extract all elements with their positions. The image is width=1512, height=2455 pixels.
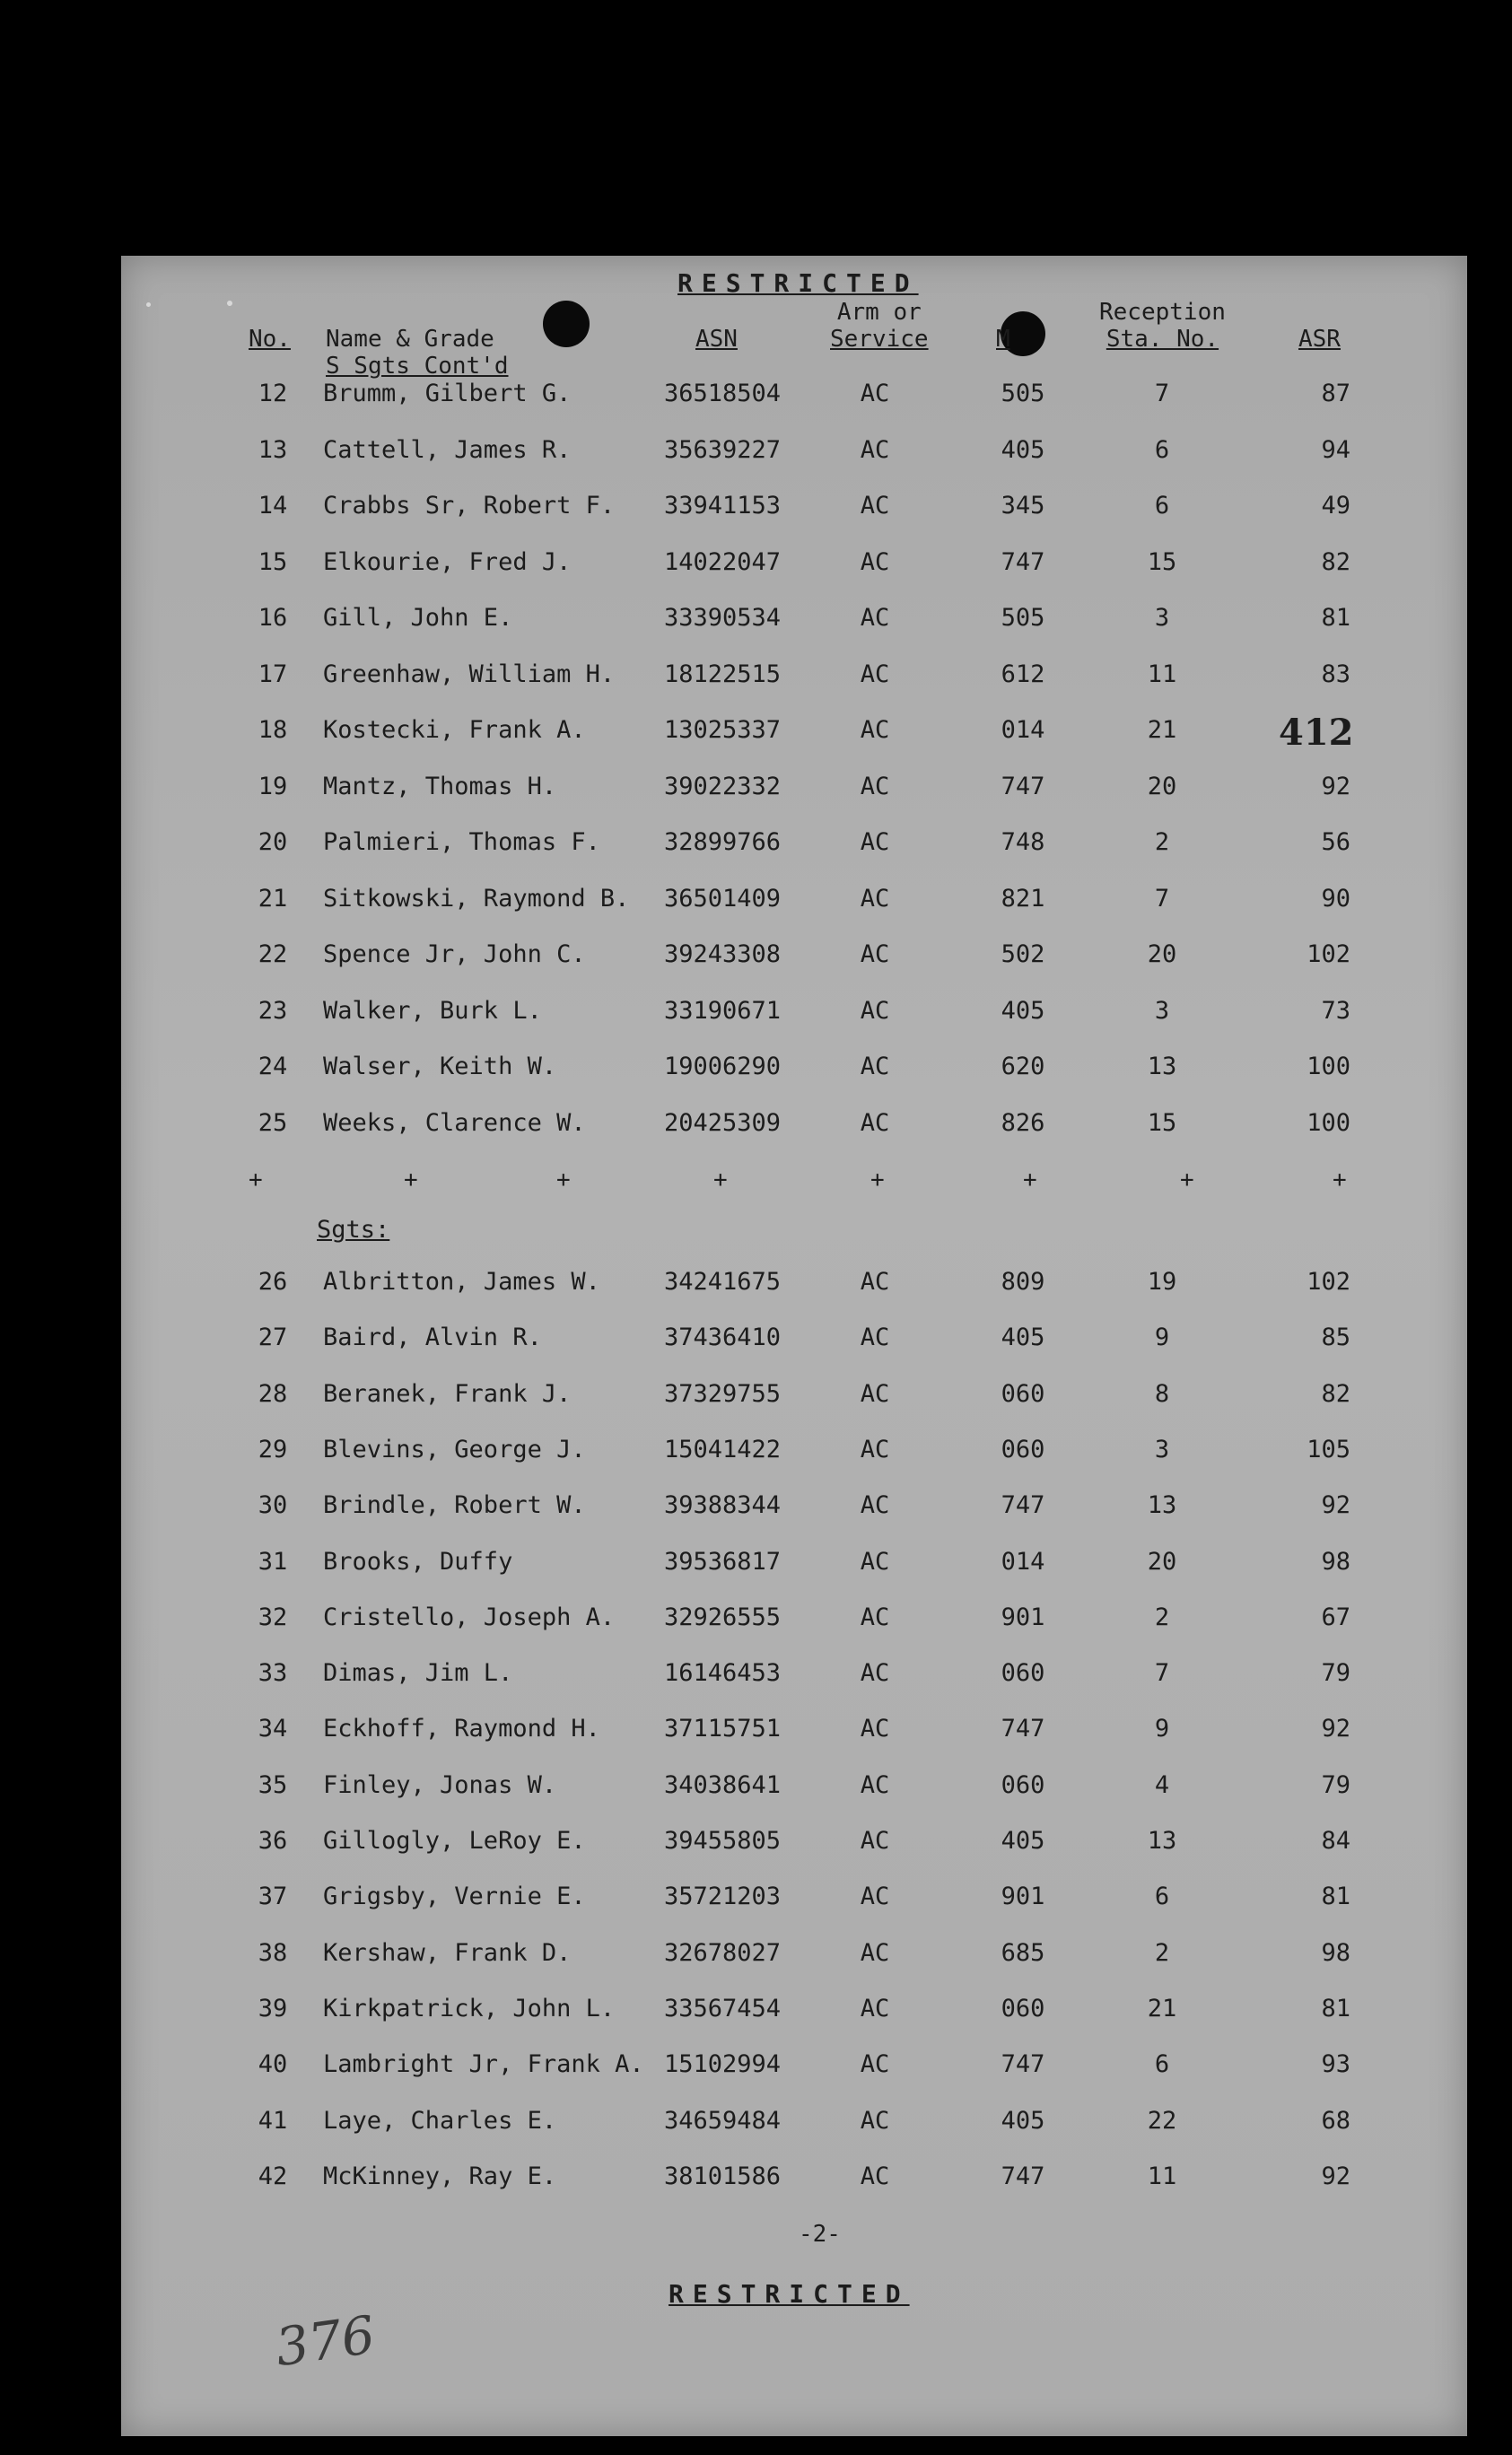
- table-row: [121, 1548, 1467, 1584]
- row-asr: 83: [1321, 660, 1350, 688]
- row-asr: 81: [1321, 1994, 1350, 2023]
- row-arm: AC: [860, 1324, 890, 1352]
- row-arm: AC: [860, 940, 890, 968]
- row-asr: 79: [1321, 1770, 1350, 1799]
- row-asr: 82: [1321, 1379, 1350, 1408]
- row-mos: 901: [1001, 1883, 1045, 1911]
- col-asn-header: ASN: [695, 326, 738, 353]
- row-arm: AC: [860, 1491, 890, 1520]
- row-asn: 32899766: [663, 828, 782, 856]
- row-number: 22: [258, 940, 288, 968]
- row-asn: 18122515: [663, 660, 782, 688]
- col-name-header: [326, 326, 509, 380]
- row-mos: 826: [1001, 1108, 1045, 1137]
- row-name: Lambright Jr, Frank A.: [323, 2050, 644, 2079]
- row-asn: 39388344: [663, 1491, 782, 1520]
- row-arm: AC: [860, 1053, 890, 1080]
- row-mos: 060: [1001, 1379, 1045, 1408]
- row-name: Laye, Charles E.: [323, 2106, 557, 2135]
- row-asn: 34659484: [663, 2106, 782, 2135]
- row-mos: 505: [1001, 604, 1045, 632]
- row-number: 41: [258, 2106, 288, 2135]
- table-row: [121, 1659, 1467, 1695]
- table-row: [121, 773, 1467, 808]
- row-name: Cristello, Joseph A.: [323, 1603, 616, 1631]
- row-number: 42: [258, 2162, 288, 2190]
- restricted-footer: RESTRICTED: [669, 2279, 910, 2309]
- row-mos: 345: [1001, 492, 1045, 520]
- row-name: Blevins, George J.: [323, 1435, 586, 1463]
- row-arm: AC: [860, 604, 890, 632]
- col-arm-label-1: Arm or: [836, 299, 922, 326]
- row-name: Palmieri, Thomas F.: [323, 828, 600, 856]
- row-station: 20: [1147, 1547, 1177, 1576]
- row-mos: 821: [1001, 884, 1045, 913]
- row-mos: 747: [1001, 772, 1045, 800]
- table-row: [121, 828, 1467, 864]
- row-asn: 14022047: [663, 547, 782, 576]
- row-mos: 747: [1001, 2050, 1045, 2079]
- row-station: 2: [1154, 828, 1170, 856]
- row-station: 21: [1147, 716, 1177, 744]
- row-station: 19: [1147, 1268, 1177, 1296]
- row-arm: AC: [860, 1108, 890, 1137]
- row-asr: 56: [1321, 828, 1350, 856]
- row-name: Greenhaw, William H.: [323, 660, 616, 688]
- row-arm: AC: [860, 380, 890, 407]
- row-number: 35: [258, 1770, 288, 1799]
- row-asr: 82: [1321, 547, 1350, 576]
- row-station: 3: [1154, 1435, 1170, 1463]
- col-asr-header: ASR: [1298, 326, 1341, 353]
- row-name: Albritton, James W.: [323, 1268, 600, 1296]
- row-arm: AC: [860, 1994, 890, 2023]
- row-number: 12: [258, 380, 288, 407]
- row-asr: 105: [1307, 1435, 1350, 1463]
- row-name: Gillogly, LeRoy E.: [323, 1827, 586, 1855]
- row-number: 39: [258, 1994, 288, 2023]
- row-asn: 38101586: [663, 2162, 782, 2190]
- row-asn: 39022332: [663, 772, 782, 800]
- row-station: 13: [1147, 1827, 1177, 1855]
- row-arm: AC: [860, 435, 890, 464]
- row-arm: AC: [860, 2106, 890, 2135]
- row-asn: 33941153: [663, 492, 782, 520]
- row-mos: 405: [1001, 1324, 1045, 1352]
- table-row: [121, 716, 1467, 752]
- row-asn: 36518504: [663, 380, 782, 407]
- row-station: 7: [1154, 1659, 1170, 1688]
- row-asn: 36501409: [663, 884, 782, 913]
- row-name: Mantz, Thomas H.: [323, 772, 557, 800]
- row-station: 3: [1154, 996, 1170, 1025]
- row-asr: 90: [1321, 884, 1350, 913]
- row-name: Dimas, Jim L.: [323, 1659, 513, 1688]
- table-row: [121, 604, 1467, 640]
- row-mos: 060: [1001, 1770, 1045, 1799]
- row-mos: 685: [1001, 1938, 1045, 1967]
- col-reception-label-2: Sta. No.: [1106, 326, 1219, 353]
- row-arm: AC: [860, 1379, 890, 1408]
- row-number: 17: [258, 660, 288, 688]
- row-station: 15: [1147, 1108, 1177, 1137]
- table-row: [121, 1268, 1467, 1304]
- row-number: 32: [258, 1603, 288, 1631]
- row-name: Weeks, Clarence W.: [323, 1108, 586, 1137]
- col-reception-label-1: Reception: [1099, 299, 1226, 326]
- row-number: 37: [258, 1883, 288, 1911]
- col-mos-header: M: [996, 326, 1010, 353]
- table-row: [121, 1380, 1467, 1416]
- row-asr: 67: [1321, 1603, 1350, 1631]
- row-station: 6: [1154, 435, 1170, 464]
- row-number: 26: [258, 1268, 288, 1296]
- row-asn: 16146453: [663, 1659, 782, 1688]
- row-number: 15: [258, 547, 288, 576]
- row-arm: AC: [860, 996, 890, 1025]
- row-mos: 405: [1001, 996, 1045, 1025]
- row-arm: AC: [860, 716, 890, 744]
- row-number: 33: [258, 1659, 288, 1688]
- restricted-header: RESTRICTED: [677, 268, 919, 298]
- row-asr: 81: [1321, 604, 1350, 632]
- row-number: 38: [258, 1938, 288, 1967]
- table-row: [121, 940, 1467, 976]
- row-number: 21: [258, 884, 288, 913]
- row-number: 28: [258, 1379, 288, 1408]
- row-arm: AC: [860, 1547, 890, 1576]
- row-station: 13: [1147, 1491, 1177, 1520]
- table-row: [121, 2162, 1467, 2198]
- row-asn: 15041422: [663, 1435, 782, 1463]
- row-asn: 37115751: [663, 1715, 782, 1743]
- row-asr: 68: [1321, 2106, 1350, 2135]
- row-station: 9: [1154, 1324, 1170, 1352]
- row-name: Elkourie, Fred J.: [323, 547, 572, 576]
- row-asn: 20425309: [663, 1108, 782, 1137]
- row-mos: 014: [1001, 1547, 1045, 1576]
- row-asn: 39243308: [663, 940, 782, 968]
- row-station: 4: [1154, 1770, 1170, 1799]
- row-station: 7: [1154, 884, 1170, 913]
- row-asn: 34241675: [663, 1268, 782, 1296]
- table-row: [121, 548, 1467, 584]
- row-asn: 19006290: [663, 1053, 782, 1080]
- row-asr: 98: [1321, 1547, 1350, 1576]
- row-station: 6: [1154, 2050, 1170, 2079]
- table-row: [121, 885, 1467, 921]
- row-asr: 100: [1307, 1053, 1350, 1080]
- row-asr: 93: [1321, 2050, 1350, 2079]
- row-asn: 39455805: [663, 1827, 782, 1855]
- table-row: [121, 492, 1467, 528]
- row-arm: AC: [860, 1827, 890, 1855]
- row-asn: 37329755: [663, 1379, 782, 1408]
- table-row: [121, 1603, 1467, 1639]
- row-mos: 505: [1001, 380, 1045, 407]
- table-row: [121, 1053, 1467, 1088]
- separator-mark: +: [1333, 1166, 1347, 1193]
- subgroup-label: S Sgts Cont'd: [326, 353, 509, 380]
- col-name-label: Name & Grade: [326, 326, 494, 353]
- row-name: Spence Jr, John C.: [323, 940, 586, 968]
- table-row: [121, 2050, 1467, 2086]
- col-no-header: No.: [249, 326, 291, 353]
- row-arm: AC: [860, 1435, 890, 1463]
- row-number: 19: [258, 772, 288, 800]
- row-name: Brumm, Gilbert G.: [323, 380, 572, 407]
- row-mos: 620: [1001, 1053, 1045, 1080]
- row-mos: 901: [1001, 1603, 1045, 1631]
- row-number: 30: [258, 1491, 288, 1520]
- row-station: 2: [1154, 1938, 1170, 1967]
- row-asn: 39536817: [663, 1547, 782, 1576]
- row-station: 7: [1154, 380, 1170, 407]
- row-mos: 060: [1001, 1435, 1045, 1463]
- row-number: 34: [258, 1715, 288, 1743]
- row-name: Cattell, James R.: [323, 435, 572, 464]
- table-row: [121, 1109, 1467, 1145]
- row-asr: 84: [1321, 1827, 1350, 1855]
- row-asn: 13025337: [663, 716, 782, 744]
- row-asr: 49: [1321, 492, 1350, 520]
- row-station: 3: [1154, 604, 1170, 632]
- row-arm: AC: [860, 492, 890, 520]
- row-asr: 102: [1307, 940, 1350, 968]
- row-name: McKinney, Ray E.: [323, 2162, 557, 2190]
- table-row: [121, 1436, 1467, 1472]
- col-arm-header: [830, 299, 929, 353]
- row-arm: AC: [860, 1715, 890, 1743]
- row-asr: 98: [1321, 1938, 1350, 1967]
- row-asn: 33390534: [663, 604, 782, 632]
- row-asr: 94: [1321, 435, 1350, 464]
- row-asr: 73: [1321, 996, 1350, 1025]
- table-row: [121, 997, 1467, 1033]
- row-station: 21: [1147, 1994, 1177, 2023]
- row-name: Grigsby, Vernie E.: [323, 1883, 586, 1911]
- row-number: 23: [258, 996, 288, 1025]
- row-name: Walser, Keith W.: [323, 1053, 557, 1080]
- row-mos: 809: [1001, 1268, 1045, 1296]
- row-asr: 79: [1321, 1659, 1350, 1688]
- table-row: [121, 1324, 1467, 1359]
- table-row: [121, 436, 1467, 472]
- separator-mark: +: [1023, 1166, 1037, 1193]
- row-number: 18: [258, 716, 288, 744]
- row-mos: 747: [1001, 1715, 1045, 1743]
- row-asn: 35721203: [663, 1883, 782, 1911]
- row-mos: 747: [1001, 547, 1045, 576]
- row-asn: 32926555: [663, 1603, 782, 1631]
- row-arm: AC: [860, 2162, 890, 2190]
- row-mos: 747: [1001, 2162, 1045, 2190]
- row-asr: 85: [1321, 1324, 1350, 1352]
- sgts-section-label: Sgts:: [317, 1216, 390, 1244]
- table-row: [121, 1827, 1467, 1863]
- row-name: Kershaw, Frank D.: [323, 1938, 572, 1967]
- page-number: -2-: [799, 2221, 841, 2248]
- row-arm: AC: [860, 1883, 890, 1911]
- row-station: 11: [1147, 660, 1177, 688]
- row-name: Sitkowski, Raymond B.: [323, 884, 630, 913]
- row-mos: 748: [1001, 828, 1045, 856]
- row-name: Baird, Alvin R.: [323, 1324, 542, 1352]
- row-station: 9: [1154, 1715, 1170, 1743]
- row-station: 8: [1154, 1379, 1170, 1408]
- table-row: [121, 1491, 1467, 1527]
- row-asn: 34038641: [663, 1770, 782, 1799]
- row-name: Gill, John E.: [323, 604, 513, 632]
- row-name: Brooks, Duffy: [323, 1547, 513, 1576]
- row-mos: 405: [1001, 435, 1045, 464]
- separator-mark: +: [404, 1166, 418, 1193]
- row-mos: 502: [1001, 940, 1045, 968]
- handwritten-note: 376: [271, 2303, 379, 2379]
- table-row: [121, 1883, 1467, 1918]
- row-name: Walker, Burk L.: [323, 996, 542, 1025]
- row-asn: 35639227: [663, 435, 782, 464]
- row-mos: 060: [1001, 1994, 1045, 2023]
- row-asr: 92: [1321, 2162, 1350, 2190]
- row-station: 13: [1147, 1053, 1177, 1080]
- row-station: 6: [1154, 492, 1170, 520]
- row-asn: 33190671: [663, 996, 782, 1025]
- row-arm: AC: [860, 547, 890, 576]
- punch-hole: [543, 301, 590, 347]
- row-asn: 15102994: [663, 2050, 782, 2079]
- row-station: 6: [1154, 1883, 1170, 1911]
- row-mos: 747: [1001, 1491, 1045, 1520]
- row-number: 24: [258, 1053, 288, 1080]
- row-mos: 060: [1001, 1659, 1045, 1688]
- row-mos: 405: [1001, 2106, 1045, 2135]
- row-number: 31: [258, 1547, 288, 1576]
- row-number: 16: [258, 604, 288, 632]
- row-asr: 92: [1321, 1715, 1350, 1743]
- table-row: [121, 660, 1467, 696]
- row-asr: 87: [1321, 380, 1350, 407]
- row-mos: 405: [1001, 1827, 1045, 1855]
- row-name: Crabbs Sr, Robert F.: [323, 492, 616, 520]
- table-row: [121, 1715, 1467, 1751]
- row-number: 27: [258, 1324, 288, 1352]
- row-arm: AC: [860, 828, 890, 856]
- row-station: 2: [1154, 1603, 1170, 1631]
- table-row: [121, 1939, 1467, 1975]
- separator-mark: +: [556, 1166, 571, 1193]
- col-reception-header: [1099, 299, 1226, 353]
- col-arm-label-2: Service: [830, 326, 929, 353]
- separator-mark: +: [1180, 1166, 1194, 1193]
- separator-mark: +: [713, 1166, 728, 1193]
- row-arm: AC: [860, 1603, 890, 1631]
- row-name: Beranek, Frank J.: [323, 1379, 572, 1408]
- row-name: Kirkpatrick, John L.: [323, 1994, 616, 2023]
- row-number: 20: [258, 828, 288, 856]
- document-page: [121, 256, 1467, 2436]
- separator-mark: +: [870, 1166, 885, 1193]
- separator-mark: +: [249, 1166, 263, 1193]
- row-station: 11: [1147, 2162, 1177, 2190]
- row-name: Kostecki, Frank A.: [323, 716, 586, 744]
- row-name: Eckhoff, Raymond H.: [323, 1715, 600, 1743]
- row-arm: AC: [860, 660, 890, 688]
- row-arm: AC: [860, 2050, 890, 2079]
- row-mos: 612: [1001, 660, 1045, 688]
- table-row: [121, 2107, 1467, 2143]
- row-station: 15: [1147, 547, 1177, 576]
- row-asr: 92: [1321, 1491, 1350, 1520]
- row-arm: AC: [860, 772, 890, 800]
- row-arm: AC: [860, 1938, 890, 1967]
- row-name: Brindle, Robert W.: [323, 1491, 586, 1520]
- row-number: 40: [258, 2050, 288, 2079]
- row-number: 29: [258, 1435, 288, 1463]
- row-mos: 014: [1001, 716, 1045, 744]
- row-arm: AC: [860, 1770, 890, 1799]
- row-arm: AC: [860, 1659, 890, 1688]
- row-station: 20: [1147, 940, 1177, 968]
- row-name: Finley, Jonas W.: [323, 1770, 557, 1799]
- row-arm: AC: [860, 1268, 890, 1296]
- row-asr: 100: [1307, 1108, 1350, 1137]
- dust-speck: [227, 301, 232, 306]
- row-station: 22: [1147, 2106, 1177, 2135]
- table-row: [121, 1771, 1467, 1807]
- row-asn: 32678027: [663, 1938, 782, 1967]
- dust-speck: [146, 302, 151, 307]
- row-number: 36: [258, 1827, 288, 1855]
- row-asn: 37436410: [663, 1324, 782, 1352]
- table-row: [121, 380, 1467, 415]
- row-station: 20: [1147, 772, 1177, 800]
- row-asr: 92: [1321, 772, 1350, 800]
- row-arm: AC: [860, 884, 890, 913]
- row-asr: 81: [1321, 1883, 1350, 1911]
- row-asr: 102: [1307, 1268, 1350, 1296]
- table-row: [121, 1995, 1467, 2031]
- row-number: 13: [258, 435, 288, 464]
- row-number: 14: [258, 492, 288, 520]
- row-number: 25: [258, 1108, 288, 1137]
- stamped-number: 412: [1279, 712, 1354, 754]
- row-asn: 33567454: [663, 1994, 782, 2023]
